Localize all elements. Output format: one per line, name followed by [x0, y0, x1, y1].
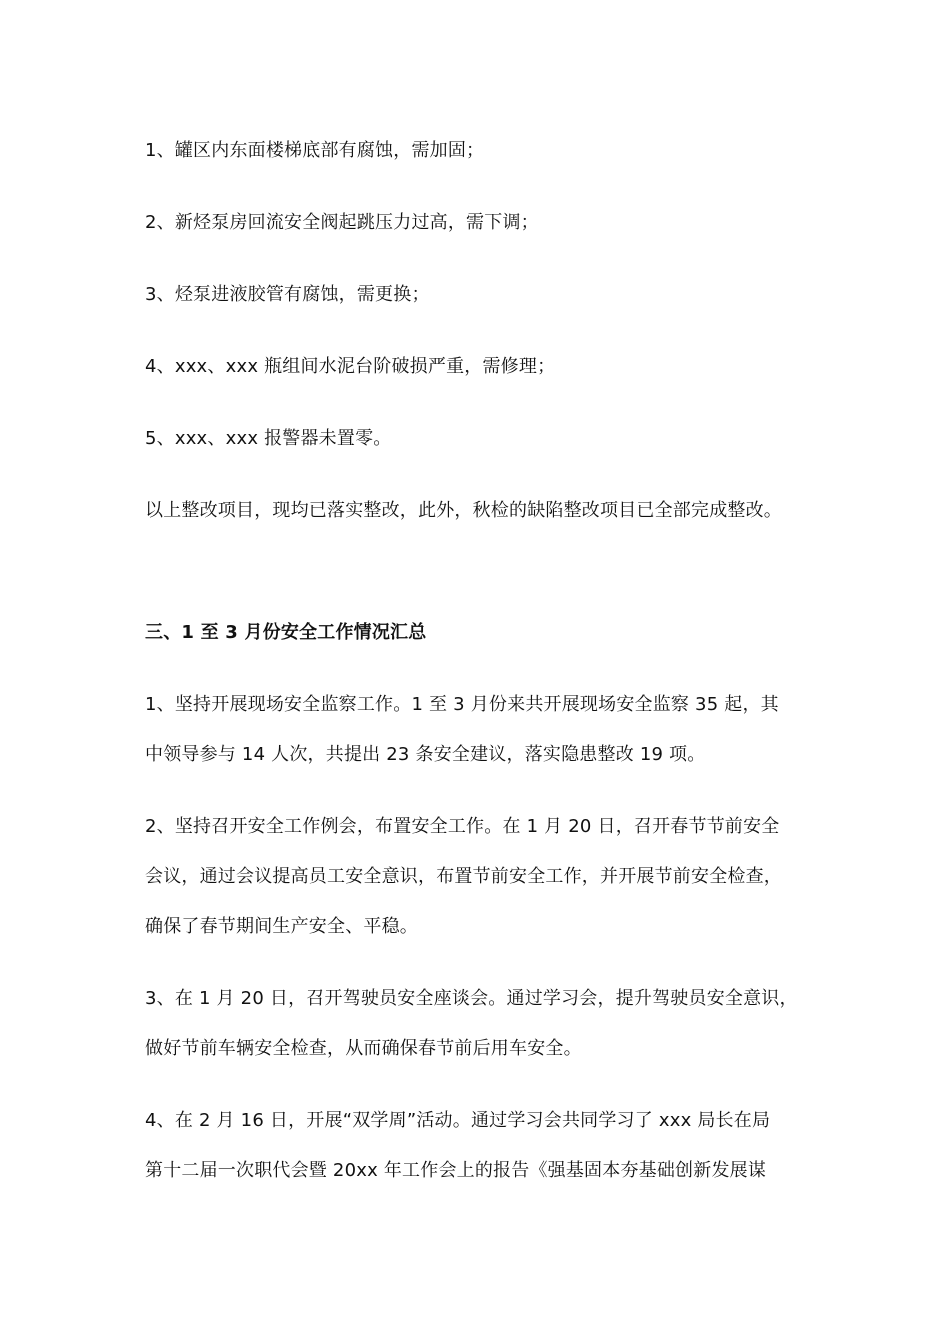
rectification-item-1: 1、罐区内东面楼梯底部有腐蚀，需加固； — [145, 140, 485, 161]
paragraph-1-line-1: 1、坚持开展现场安全监察工作。1 至 3 月份来共开展现场安全监察 35 起，其 — [145, 694, 779, 715]
paragraph-3-line-2: 做好节前车辆安全检查，从而确保春节前后用车安全。 — [145, 1038, 582, 1059]
rectification-item-3: 3、烃泵进液胶管有腐蚀，需更换； — [145, 284, 430, 305]
paragraph-1-line-2: 中领导参与 14 人次，共提出 23 条安全建议，落实隐患整改 19 项。 — [145, 744, 706, 765]
paragraph-2-line-2: 会议，通过会议提高员工安全意识，布置节前安全工作，并开展节前安全检查， — [145, 866, 782, 887]
rectification-item-2: 2、新烃泵房回流安全阀起跳压力过高，需下调； — [145, 212, 539, 233]
paragraph-2-line-3: 确保了春节期间生产安全、平稳。 — [145, 916, 418, 937]
rectification-item-4: 4、xxx、xxx 瓶组间水泥台阶破损严重，需修理； — [145, 356, 556, 377]
summary-text: 以上整改项目，现均已落实整改，此外，秋检的缺陷整改项目已全部完成整改。 — [145, 500, 782, 521]
rectification-item-5: 5、xxx、xxx 报警器未置零。 — [145, 428, 392, 449]
paragraph-3-line-1: 3、在 1 月 20 日，召开驾驶员安全座谈会。通过学习会，提升驾驶员安全意识， — [145, 988, 798, 1009]
paragraph-2-line-1: 2、坚持召开安全工作例会，布置安全工作。在 1 月 20 日，召开春节节前安全 — [145, 816, 780, 837]
paragraph-4-line-2: 第十二届一次职代会暨 20xx 年工作会上的报告《强基固本夯基础创新发展谋 — [145, 1160, 767, 1181]
section-heading: 三、1 至 3 月份安全工作情况汇总 — [145, 622, 427, 643]
paragraph-4-line-1: 4、在 2 月 16 日，开展“双学周”活动。通过学习会共同学习了 xxx 局长在局 — [145, 1110, 771, 1131]
